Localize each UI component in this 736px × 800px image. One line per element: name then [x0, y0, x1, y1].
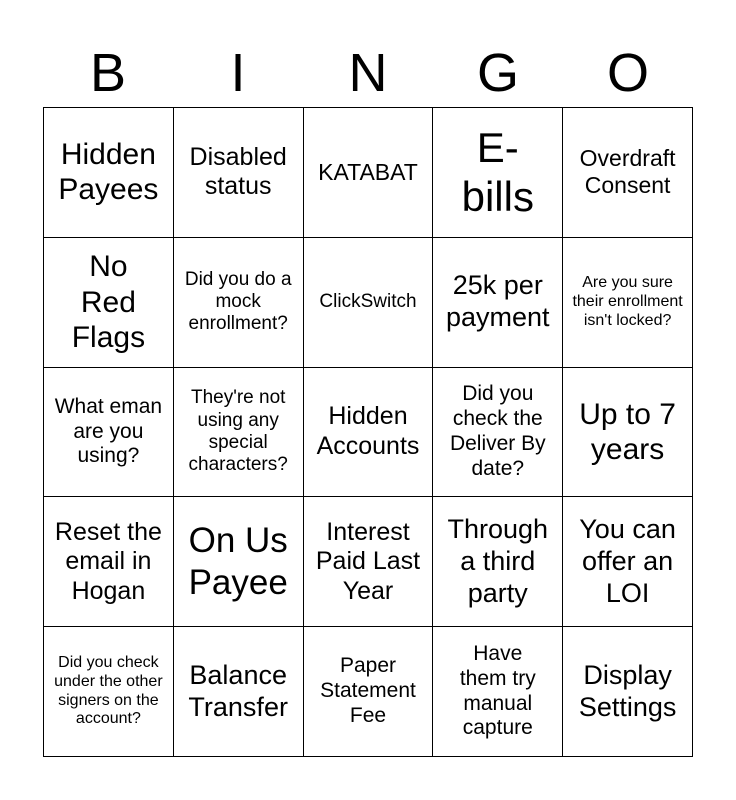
bingo-cell[interactable]	[44, 497, 174, 627]
cell-text: What eman are you using?	[54, 394, 163, 468]
cell-text: Overdraft Consent	[579, 145, 676, 199]
bingo-cell[interactable]	[44, 368, 174, 498]
bingo-cell[interactable]	[433, 497, 563, 627]
bingo-cell[interactable]	[174, 368, 304, 498]
cell-text: Are you sure their enrollment isn't locked?	[572, 273, 683, 329]
bingo-cell[interactable]	[174, 108, 304, 238]
header-letter-i: I	[230, 43, 246, 103]
header-letter-g: G	[476, 43, 519, 103]
cell-text: Display Settings	[578, 659, 677, 722]
cell-text: No Red Flags	[71, 250, 146, 354]
bingo-cell[interactable]	[304, 627, 434, 757]
cell-text: Did you check under the other signers on the account?	[54, 653, 163, 728]
bingo-cell[interactable]	[44, 108, 174, 238]
cell-text: Balance Transfer	[188, 659, 288, 722]
cell-text: Interest Paid Last Year	[315, 517, 421, 605]
header-letter-n: N	[348, 43, 388, 103]
cell-text: You can offer an LOI	[579, 514, 676, 608]
cell-text: Up to 7 years	[579, 397, 676, 466]
bingo-cell[interactable]	[304, 108, 434, 238]
cell-text: Reset the email in Hogan	[54, 517, 162, 605]
bingo-cell[interactable]	[304, 238, 434, 368]
cell-text: Hidden Accounts	[316, 402, 420, 460]
cell-text: Did you check the Deliver By date?	[449, 382, 546, 480]
bingo-cell[interactable]	[304, 368, 434, 498]
cell-text: Disabled status	[189, 142, 287, 201]
cell-text: E-bills	[461, 123, 534, 221]
header-letter-o: O	[606, 43, 649, 103]
bingo-cell[interactable]	[433, 108, 563, 238]
bingo-header	[43, 40, 693, 106]
bingo-cell[interactable]	[174, 627, 304, 757]
bingo-cell[interactable]	[433, 238, 563, 368]
bingo-cell[interactable]	[174, 497, 304, 627]
bingo-cell[interactable]	[433, 368, 563, 498]
cell-text: ClickSwitch	[319, 290, 417, 312]
cell-text: On Us Payee	[188, 521, 288, 602]
bingo-cell[interactable]	[563, 238, 693, 368]
bingo-cell[interactable]	[563, 627, 693, 757]
bingo-cell[interactable]	[174, 238, 304, 368]
bingo-cell[interactable]	[563, 497, 693, 627]
cell-text: They're not using any special characters?	[188, 387, 288, 476]
cell-text: 25k per payment	[446, 270, 550, 333]
bingo-cell[interactable]	[44, 238, 174, 368]
cell-text: Through a third party	[447, 514, 549, 608]
bingo-cell[interactable]	[563, 368, 693, 498]
bingo-cell[interactable]	[44, 627, 174, 757]
cell-text: KATABAT	[318, 158, 418, 185]
cell-text: Paper Statement Fee	[320, 654, 416, 727]
bingo-cell[interactable]	[304, 497, 434, 627]
bingo-cell[interactable]	[563, 108, 693, 238]
cell-text: Did you do a mock enrollment?	[184, 268, 292, 335]
header-letter-b: B	[89, 43, 127, 103]
cell-text: Have them try manual capture	[459, 642, 536, 740]
bingo-board	[43, 107, 693, 757]
cell-text: Hidden Payees	[58, 138, 159, 207]
bingo-cell[interactable]	[433, 627, 563, 757]
